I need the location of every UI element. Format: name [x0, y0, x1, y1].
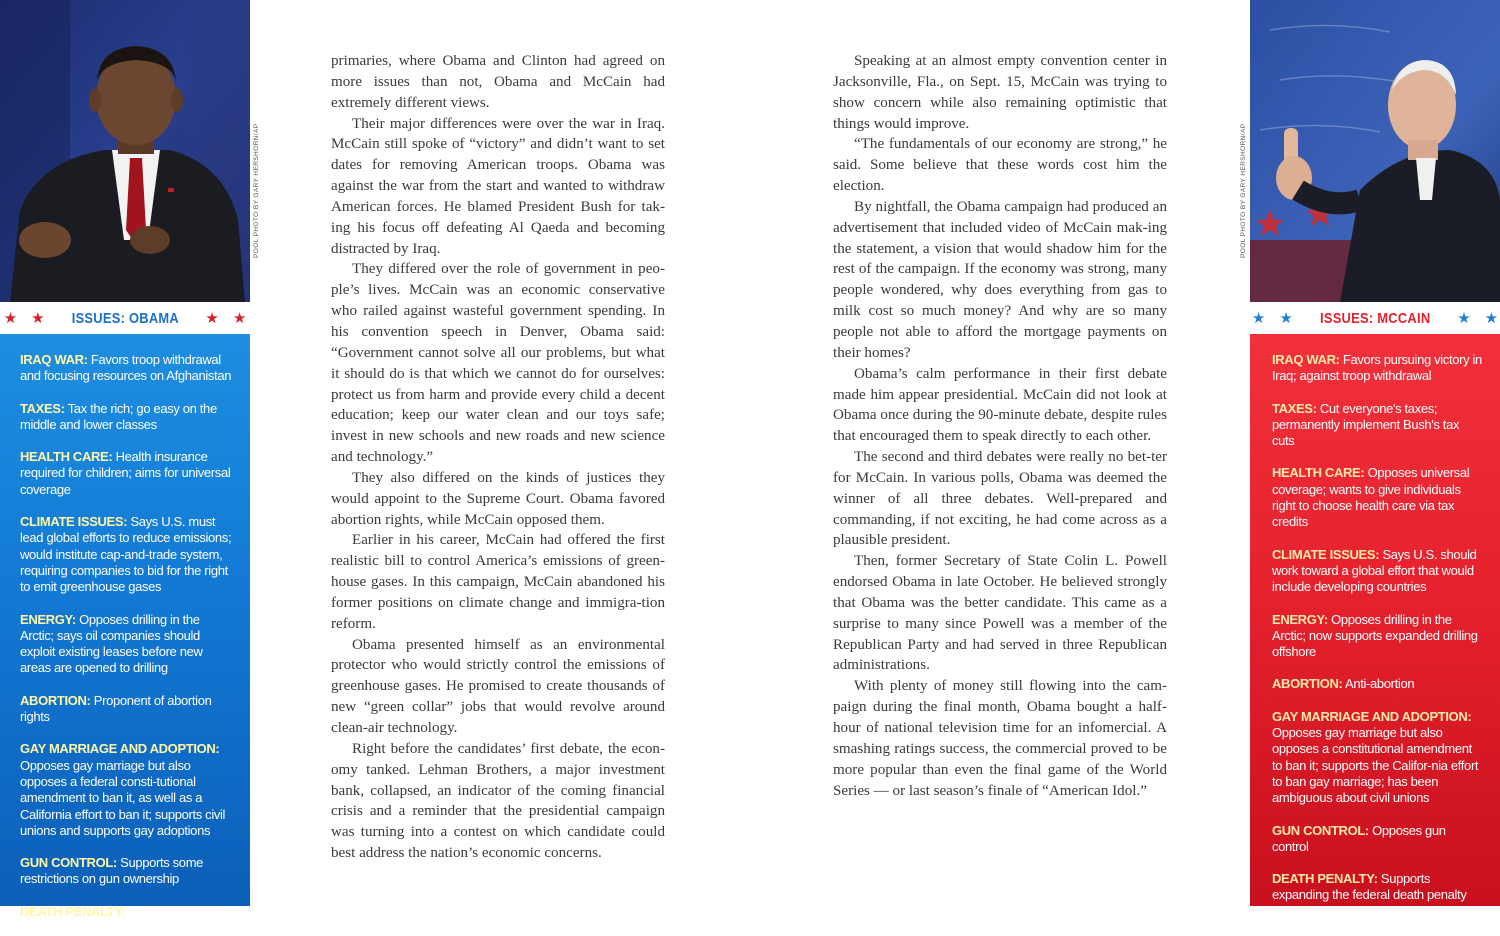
issue-label: HEALTH CARE:	[20, 449, 113, 465]
mccain-sidebar	[1250, 0, 1500, 906]
star-icon: ★	[1251, 308, 1266, 327]
article-column-left	[331, 51, 665, 864]
issue-text: Health insurance required for children; aims for universal coverage	[20, 449, 231, 497]
paragraph: Speaking at an almost empty convention center in Jacksonville, Fla., on Sept. 15, McCain was trying to show concern while also remaining optimistic that things would improve.	[833, 53, 1167, 132]
issue-item	[20, 514, 234, 595]
issue-label: ABORTION:	[1272, 676, 1343, 692]
paragraph: Obama presented himself as an environmental protector who would strictly control the emissions of greenhouse gases. He promised to create thousands of new “green collar” jobs that would revolve around clean-air technology.	[331, 636, 665, 736]
paragraph: primaries, where Obama and Clinton had agreed on more issues than not, Obama and McCain had extremely different views.	[331, 53, 665, 111]
mccain-issues-list	[1250, 334, 1500, 906]
paragraph: Right before the candidates’ first debate, the econ-omy tanked. Lehman Brothers, a major investment bank, collapsed, an indicator of the coming financial crisis and a reminder that the presidential campaign was turning into a contest on which candidate could best address the nation’s economic concerns.	[331, 740, 665, 862]
paragraph: With plenty of money still flowing into the cam-paign during the final month, Obama bought a half-hour of national television time for an infomercial. A smashing ratings success, the commercial proved to be more popular than even the final game of the World Series — or last season’s finale of “American Idol.”	[833, 678, 1167, 799]
issue-label: IRAQ WAR:	[1272, 352, 1340, 367]
issue-text: Favors pursuing victory in Iraq; against troop withdrawal	[1272, 352, 1482, 384]
issue-label: ENERGY:	[20, 611, 76, 627]
paragraph: Obama’s calm performance in their first debate made him appear presidential. McCain did not look at Obama once during the 90-minute debate, despite rules that encouraged them to speak directly to each other.	[833, 365, 1167, 445]
issue-label: GUN CONTROL:	[1272, 822, 1369, 838]
issue-item	[20, 855, 234, 888]
star-icon: ★	[1484, 308, 1499, 327]
star-icon: ★	[1279, 308, 1293, 327]
issue-text: Opposes drilling in the Arctic; says oil companies should exploit existing leases before new areas are opened to drilling	[20, 611, 203, 676]
issue-text: Favors troop withdrawal and focusing resources on Afghanistan	[20, 352, 232, 384]
issue-text: Says U.S. must lead global efforts to reduce emissions; would institute cap-and-trade system, requiring companies to bid for the right to emit greenhouse gases	[20, 514, 232, 595]
issue-text: Proponent of abortion rights	[20, 692, 212, 725]
paragraph: Earlier in his career, McCain had offered the first realistic bill to control America’s emissions of green-house gases. In this campaign, McCain abandoned his former positions on climate change and immigra-tion reform.	[331, 532, 665, 632]
issue-label: GUN CONTROL:	[20, 855, 117, 871]
banner-title: ISSUES: OBAMA	[71, 309, 179, 327]
paragraph: “The fundamentals of our economy are strong,” he said. Some believe that these words cost him the election.	[833, 136, 1167, 195]
mccain-photo	[1250, 0, 1500, 302]
mccain-issues-banner	[1250, 302, 1500, 334]
issue-text: Supports expanding the federal death penalty	[1272, 871, 1467, 903]
issue-item	[1272, 823, 1484, 856]
issue-label: GAY MARRIAGE AND ADOPTION:	[20, 741, 220, 757]
star-icon: ★	[3, 308, 18, 327]
issue-label: GAY MARRIAGE AND ADOPTION:	[1272, 708, 1472, 724]
issue-item	[1272, 709, 1484, 807]
issue-label: DEATH PENALTY:	[20, 903, 126, 919]
issue-text: Opposes gay marriage but also opposes a federal consti-tutional amendment to ban it, as well as a California effort to ban it; supports civil unions and supports gay adoptions	[20, 757, 226, 838]
issue-text: Supports the death penalty for certain crimes	[20, 903, 233, 936]
star-icon: ★	[205, 308, 219, 327]
issue-label: IRAQ WAR:	[20, 352, 88, 367]
paragraph: The second and third debates were really no bet-ter for McCain. In various polls, Obama was deemed the winner of all three debates. Well-prepared and commanding, if not exciting, he had come across as a plausible president.	[833, 449, 1167, 549]
issue-label: ENERGY:	[1272, 611, 1328, 627]
paragraph: They differed over the role of government in peo-ple’s lives. McCain was an economic conservative who railed against wasteful government spending. In his convention speech in Denver, Obama said: “Government cannot solve all our problems, but what it should do is that which we cannot do for ourselves: protect us from harm and provide every child a decent education; keep our water clean and our toys safe; invest in new schools and new roads and new science and technology.”	[331, 261, 665, 466]
issue-item	[1272, 401, 1484, 450]
issue-item	[20, 401, 234, 434]
star-icon: ★	[232, 308, 247, 327]
issue-item	[1272, 465, 1484, 530]
issue-label: CLIMATE ISSUES:	[20, 514, 128, 530]
paragraph: By nightfall, the Obama campaign had produced an advertisement that included video of McCain mak-ing the statement, a vision that would shadow him for the rest of the campaign. If the economy was strong, many people wondered, why does everything from gas to milk cost so much money? And why are so many people not able to afford the mortgage payments on their homes?	[833, 198, 1167, 361]
photo-credit: POOL PHOTO BY GARY HERSHORN/AP	[1240, 123, 1247, 258]
issue-item	[20, 904, 234, 936]
issue-label: ABORTION:	[20, 692, 91, 708]
issue-text: Opposes gay marriage but also opposes a constitutional amendment to ban it; supports the Califor-nia effort to ban gay marriage; has been ambiguous about civil unions	[1272, 725, 1479, 806]
paragraph: Then, former Secretary of State Colin L. Powell endorsed Obama in late October. He believed strongly that Obama was the better candidate. This came as a surprise to many since Powell was a member of the Republican Party and had served in three Republican administrations.	[833, 553, 1167, 674]
star-icon: ★	[1457, 308, 1471, 327]
photo-credit: POOL PHOTO BY GARY HERSHORN/AP	[253, 123, 260, 258]
issue-item	[1272, 676, 1484, 692]
issue-item	[20, 352, 234, 385]
obama-sidebar	[0, 0, 250, 936]
issue-text: Anti-abortion	[1342, 676, 1415, 692]
obama-issues-banner	[0, 302, 250, 334]
obama-issues-list	[0, 334, 250, 936]
issue-text: Tax the rich; go easy on the middle and lower classes	[20, 400, 217, 432]
star-icon: ★	[31, 308, 45, 327]
issue-item	[20, 693, 234, 726]
issue-text: Opposes drilling in the Arctic; now supports expanded drilling offshore	[1272, 611, 1478, 660]
issue-text: Cut everyone's taxes; permanently implement Bush's tax cuts	[1272, 400, 1460, 449]
paragraph: Their major differences were over the war in Iraq. McCain still spoke of “victory” and didn’t want to set dates for removing American troops. Obama was against the war from the start and wanted to withdraw American forces. He blamed President Bush for tak-ing his focus off defeating Al Qaeda and becoming distracted by Iraq.	[331, 115, 665, 257]
issue-label: HEALTH CARE:	[1272, 465, 1365, 481]
issue-text: Opposes gun control	[1272, 822, 1446, 854]
obama-photo-illustration	[0, 0, 250, 302]
issue-label: TAXES:	[1272, 400, 1317, 416]
issue-item	[1272, 871, 1484, 904]
issue-text: Opposes universal coverage; wants to give individuals right to choose health care via tax credits	[1272, 465, 1470, 530]
issue-item	[20, 612, 234, 677]
article-column-right	[833, 51, 1167, 801]
issue-item	[1272, 612, 1484, 661]
issue-text: Supports some restrictions on gun ownership	[20, 855, 204, 887]
issue-label: CLIMATE ISSUES:	[1272, 546, 1380, 562]
banner-title: ISSUES: MCCAIN	[1319, 309, 1431, 327]
issue-item	[20, 449, 234, 498]
issue-label: TAXES:	[20, 400, 65, 416]
issue-item	[1272, 352, 1484, 385]
mccain-photo-illustration	[1250, 0, 1500, 302]
obama-photo	[0, 0, 250, 302]
issue-text: Says U.S. should work toward a global effort that would include developing countries	[1272, 546, 1477, 595]
issue-item	[1272, 547, 1484, 596]
issue-label: DEATH PENALTY:	[1272, 871, 1378, 887]
paragraph: They also differed on the kinds of justices they would appoint to the Supreme Court. Obama favored abortion rights, while McCain opposed them.	[331, 469, 665, 528]
issue-item	[20, 741, 234, 839]
